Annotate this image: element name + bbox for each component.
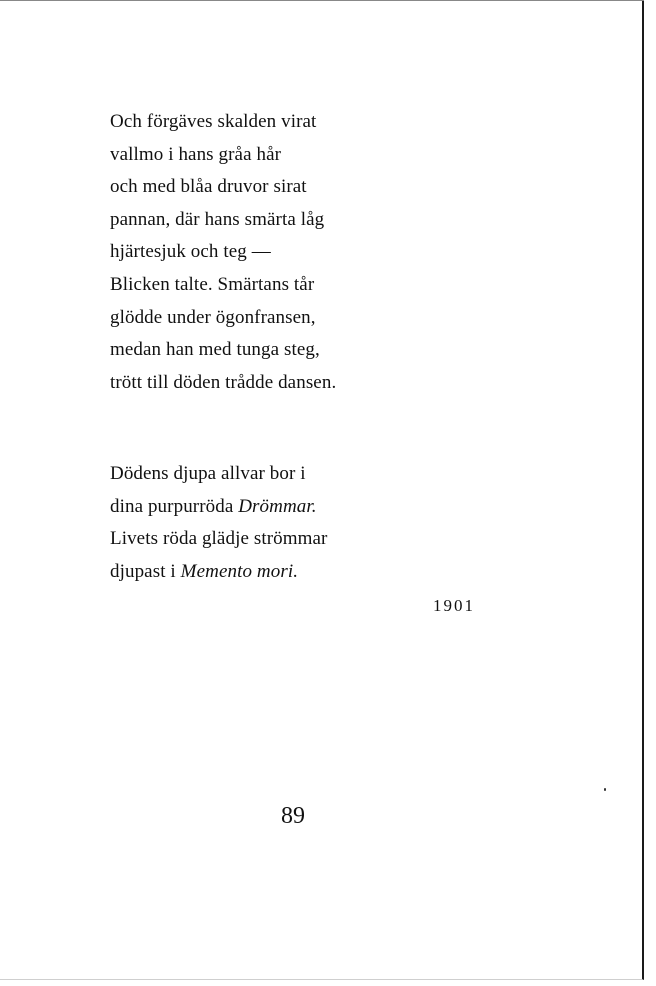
verse-line: pannan, där hans smärta låg	[110, 208, 325, 230]
verse-line: trött till döden trådde dansen.	[110, 371, 337, 393]
work-title-memento-mori: Memento mori.	[180, 560, 299, 582]
stanza-1	[110, 106, 336, 399]
verse-line: och med blåa druvor sirat	[110, 176, 307, 198]
verse-line: Och förgäves skalden virat	[110, 111, 317, 132]
stanza-2	[110, 458, 327, 588]
ink-speck	[604, 788, 606, 791]
verse-line: vallmo i hans gråa hår	[110, 143, 282, 165]
verse-line	[110, 491, 327, 524]
verse-line: Dödens djupa allvar bor i	[110, 463, 306, 484]
verse-line: hjärtesjuk och teg —	[110, 241, 271, 263]
work-title-drommar: Drömmar.	[238, 495, 317, 517]
verse-text: djupast i	[110, 560, 181, 582]
poem-date: 1901	[433, 596, 475, 615]
verse-line: glödde under ögonfransen,	[110, 306, 316, 328]
verse-line: medan han med tunga steg,	[110, 339, 320, 361]
verse-line: Blicken talte. Smärtans tår	[110, 273, 315, 295]
verse-text: dina purpurröda	[110, 495, 239, 517]
page-top-edge	[0, 0, 644, 1]
verse-line: Livets röda glädje strömmar	[110, 528, 328, 550]
page-number: 89	[281, 803, 305, 829]
verse-line	[110, 556, 327, 589]
